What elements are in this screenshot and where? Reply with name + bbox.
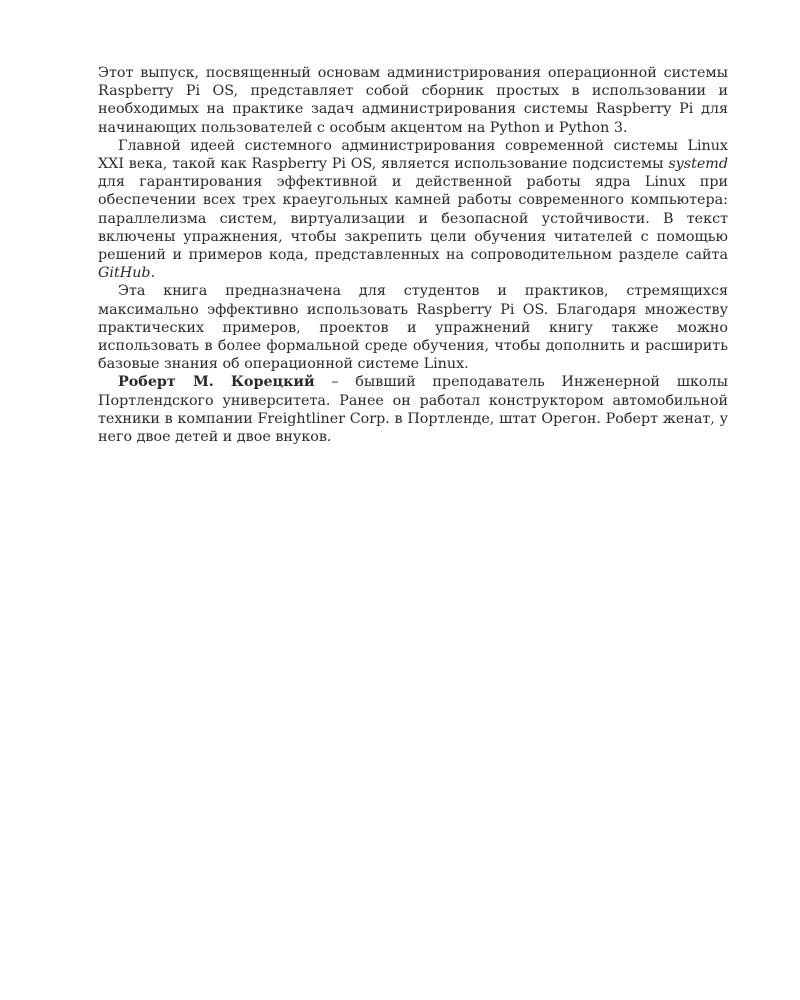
book-description — [98, 64, 728, 446]
paragraph-systemd-text-c: . — [150, 265, 156, 282]
paragraph-audience — [98, 282, 728, 373]
paragraph-intro-text: Этот выпуск, посвященный основам администрирования операционной системы Raspberry Pi OS, представляет собой сборник простых в использовании и необходимых на практике задач администрирования системы Raspberry Pi для начинающих пользователей с особым акцентом на Python и Python 3. — [98, 65, 728, 136]
paragraph-audience-text: Эта книга предназначена для студентов и практиков, стремящихся максимально эффективно использовать Raspberry Pi OS. Благодаря множеству практических примеров, проектов и упражнений книгу также можно использовать в более формальной среде обучения, чтобы дополнить и расширить базовые знания об операционной системе Linux. — [98, 283, 728, 373]
paragraph-systemd-text-a: Главной идеей системного администрирования современной системы Linux XXI века, такой как Raspberry Pi OS, является использование подсистемы — [98, 137, 728, 173]
paragraph-author — [98, 373, 728, 446]
author-name: Роберт М. Корецкий — [118, 374, 315, 391]
paragraph-systemd — [98, 137, 728, 283]
author-bio: – бывший преподаватель Инженерной школы Портлендского университета. Ранее он работал конструктором автомобильной техники в компании Freightliner Corp. в Портленде, штат Орегон. Роберт женат, у него двое детей и двое внуков. — [98, 374, 728, 446]
systemd-term: systemd — [668, 156, 728, 173]
github-term: GitHub — [98, 265, 151, 282]
paragraph-intro — [98, 64, 728, 137]
paragraph-systemd-text-b: для гарантирования эффективной и действенной работы ядра Linux при обеспечении всех трех краеугольных камней работы современного компьютера: параллелизма систем, виртуализации и безопасной устойчивости. В текст включены упражнения, чтобы закрепить цели обучения читателей с помощью решений и примеров кода, представленных на сопроводительном разделе сайта — [98, 174, 728, 264]
